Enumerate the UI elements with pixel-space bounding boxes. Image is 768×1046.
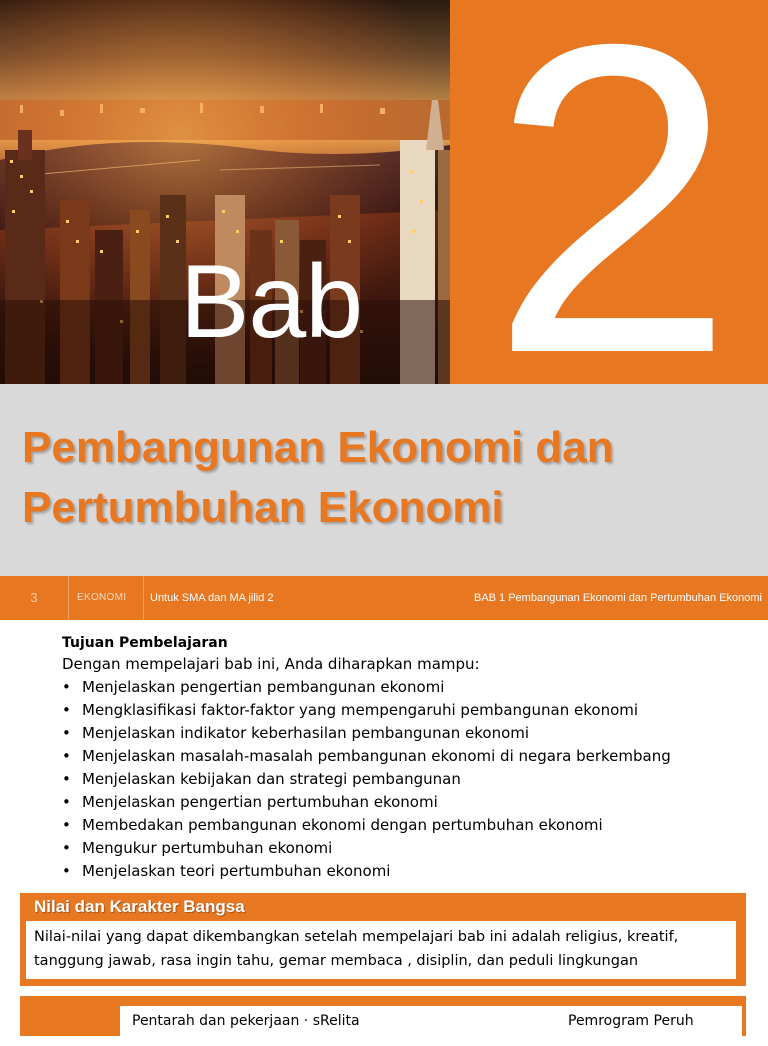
chapter-number-panel bbox=[450, 0, 768, 384]
list-item: • Mengukur pertumbuhan ekonomi bbox=[62, 837, 762, 860]
concept-map-left-text: Pentarah dan pekerjaan · sRelita bbox=[132, 1013, 360, 1029]
concept-map-box bbox=[20, 996, 746, 1036]
list-item: • Menjelaskan pengertian pertumbuhan ekonomi bbox=[62, 791, 762, 814]
bullet-icon: • bbox=[62, 816, 71, 834]
objectives-intro: Dengan mempelajari bab ini, Anda diharapkan mampu: bbox=[62, 655, 480, 673]
bullet-icon: • bbox=[62, 793, 71, 811]
list-item: • Mengklasifikasi faktor-faktor yang mempengaruhi pembangunan ekonomi bbox=[62, 699, 762, 722]
book-title: Untuk SMA dan MA jilid 2 bbox=[150, 592, 274, 604]
chapter-title-band bbox=[0, 384, 768, 576]
learning-objectives bbox=[62, 633, 762, 883]
bullet-icon: • bbox=[62, 839, 71, 857]
list-item: • Menjelaskan masalah-masalah pembangunan ekonomi di negara berkembang bbox=[62, 745, 762, 768]
character-values-heading: Nilai dan Karakter Bangsa bbox=[34, 897, 245, 916]
chapter-title-line-2: Pertumbuhan Ekonomi bbox=[22, 483, 504, 532]
chapter-number: 2 bbox=[490, 0, 735, 384]
subject-label: EKONOMI bbox=[68, 576, 144, 620]
character-values-text bbox=[26, 921, 736, 979]
character-values-line-1: Nilai-nilai yang dapat dikembangkan setelah mempelajari bab ini adalah religius, kreatif, bbox=[34, 929, 679, 945]
bullet-icon: • bbox=[62, 701, 71, 719]
bullet-icon: • bbox=[62, 862, 71, 880]
list-item: • Menjelaskan pengertian pembangunan ekonomi bbox=[62, 676, 762, 699]
running-chapter-title: BAB 1 Pembangunan Ekonomi dan Pertumbuhan Ekonomi bbox=[473, 592, 762, 604]
character-values-box bbox=[20, 893, 746, 986]
page-header bbox=[0, 576, 768, 620]
list-item: • Membedakan pembangunan ekonomi dengan pertumbuhan ekonomi bbox=[62, 814, 762, 837]
list-item: • Menjelaskan kebijakan dan strategi pembangunan bbox=[62, 768, 762, 791]
chapter-title-line-1: Pembangunan Ekonomi dan bbox=[22, 423, 614, 472]
bullet-icon: • bbox=[62, 747, 71, 765]
character-values-line-2: tanggung jawab, rasa ingin tahu, gemar membaca , disiplin, dan peduli lingkungan bbox=[34, 953, 639, 969]
concept-map-content bbox=[120, 1006, 742, 1046]
bab-label: Bab bbox=[180, 244, 363, 360]
concept-map-right-text: Pemrogram Peruh bbox=[568, 1013, 694, 1029]
chapter-title bbox=[22, 418, 752, 538]
bullet-icon: • bbox=[62, 770, 71, 788]
bullet-icon: • bbox=[62, 678, 71, 696]
objectives-heading: Tujuan Pembelajaran bbox=[62, 635, 228, 651]
cover-section bbox=[0, 0, 768, 384]
list-item: • Menjelaskan teori pertumbuhan ekonomi bbox=[62, 860, 762, 883]
bullet-icon: • bbox=[62, 724, 71, 742]
list-item: • Menjelaskan indikator keberhasilan pembangunan ekonomi bbox=[62, 722, 762, 745]
page-number: 3 bbox=[30, 590, 38, 605]
objectives-list bbox=[62, 676, 762, 883]
